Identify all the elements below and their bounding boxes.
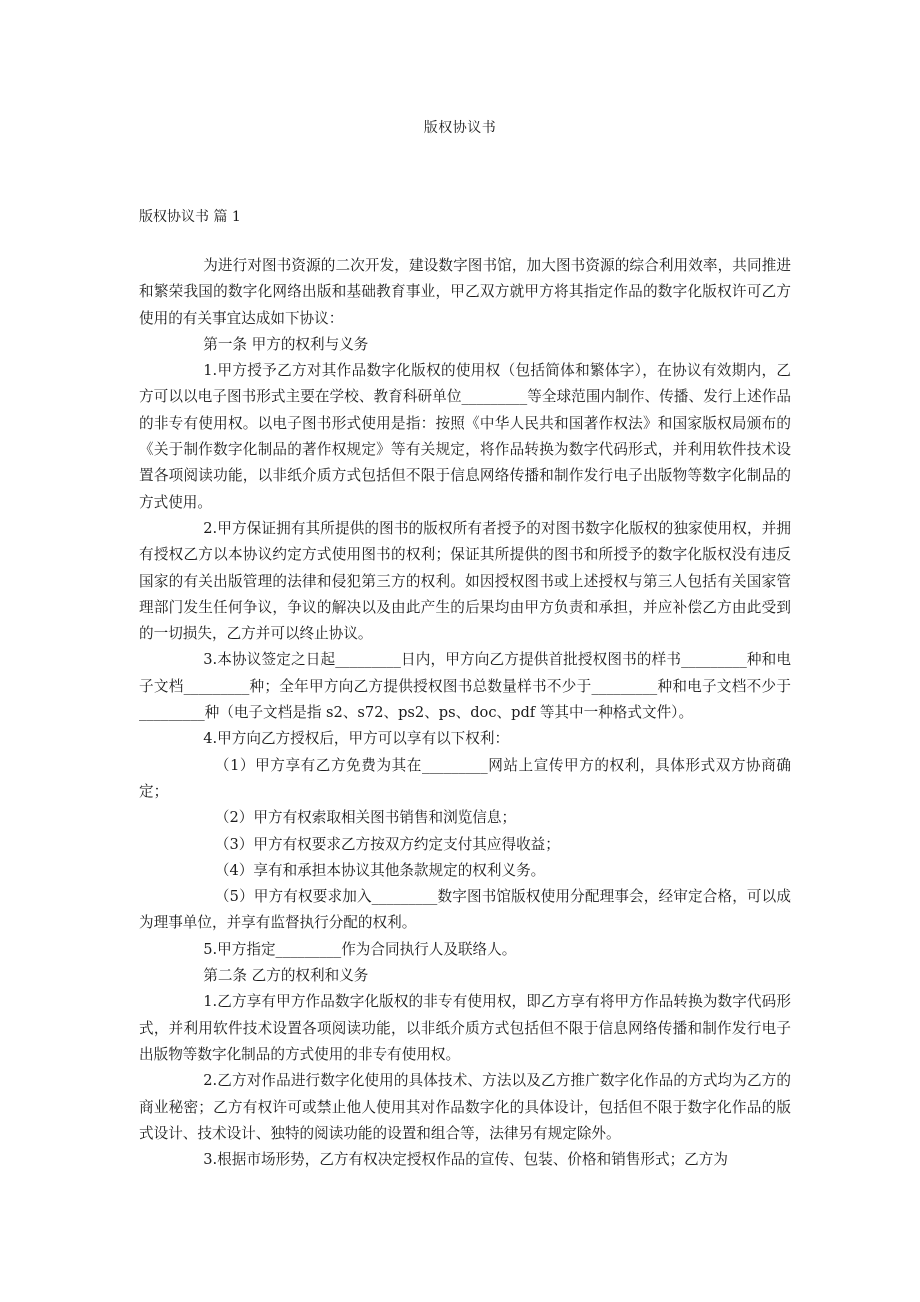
section-heading: 版权协议书 篇 1	[139, 209, 241, 225]
intro-paragraph: 为进行对图书资源的二次开发，建设数字图书馆，加大图书资源的综合利用效率，共同推进和繁荣我国的数字化网络出版和基础教育事业，甲乙双方就甲方将其指定作品的数字化版权许可乙方使用的有关事宜达成如下协议：	[139, 257, 791, 327]
document-title: 版权协议书	[423, 120, 497, 136]
sub-clause-paragraph: （4）享有和承担本协议其他条款规定的权利义务。	[214, 861, 546, 879]
article-heading: 第一条 甲方的权利与义务	[203, 335, 369, 353]
sub-clause-paragraph: （1）甲方享有乙方免费为其在_________网站上宣传甲方的权利，具体形式双方协商确定；	[139, 756, 791, 800]
clause-paragraph: 3.根据市场形势，乙方有权决定授权作品的宣传、包装、价格和销售形式；乙方为	[203, 1151, 728, 1169]
clause-paragraph: 5.甲方指定_________作为合同执行人及联络人。	[203, 940, 517, 958]
sub-clause-paragraph: （3）甲方有权要求乙方按双方约定支付其应得收益；	[214, 835, 560, 853]
article-heading: 第二条 乙方的权利和义务	[203, 967, 369, 985]
clause-paragraph: 3.本协议签定之日起_________日内，甲方向乙方提供首批授权图书的样书_________种和电子文档_________种；全年甲方向乙方提供授权图书总数量样书不少于_________种和电子文档不少于_________种（电子文档是指 s2、s72、ps2、ps、doc、pdf 等其中一种格式文件）。	[139, 651, 791, 722]
document-body	[139, 253, 791, 1173]
sub-clause-paragraph: （2）甲方有权索取相关图书销售和浏览信息；	[214, 809, 517, 827]
clause-paragraph: 2.甲方保证拥有其所提供的图书的版权所有者授予的对图书数字化版权的独家使用权，并拥有授权乙方以本协议约定方式使用图书的权利；保证其所提供的图书和所授予的数字化版权没有违反国家的有关出版管理的法律和侵犯第三方的权利。如因授权图书或上述授权与第三人包括有关国家管理部门发生任何争议，争议的解决以及由此产生的后果均由甲方负责和承担，并应补偿乙方由此受到的一切损失，乙方并可以终止协议。	[139, 519, 791, 643]
clause-paragraph: 4.甲方向乙方授权后，甲方可以享有以下权利：	[203, 730, 510, 748]
clause-paragraph: 1.甲方授予乙方对其作品数字化版权的使用权（包括简体和繁体字），在协议有效期内，乙方可以以电子图书形式主要在学校、教育科研单位_________等全球范围内制作、传播、发行上述作品的非专有使用权。以电子图书形式使用是指：按照《中华人民共和国著作权法》和国家版权局颁布的《关于制作数字化制品的著作权规定》等有关规定，将作品转换为数字代码形式，并利用软件技术设置各项阅读功能，以非纸介质方式包括但不限于信息网络传播和制作发行电子出版物等数字化制品的方式使用。	[139, 362, 791, 511]
clause-paragraph: 1.乙方享有甲方作品数字化版权的非专有使用权，即乙方享有将甲方作品转换为数字代码形式，并利用软件技术设置各项阅读功能，以非纸介质方式包括但不限于信息网络传播和制作发行电子出版物等数字化制品的方式使用的非专有使用权。	[139, 993, 791, 1063]
clause-paragraph: 2.乙方对作品进行数字化使用的具体技术、方法以及乙方推广数字化作品的方式均为乙方的商业秘密；乙方有权许可或禁止他人使用其对作品数字化的具体设计，包括但不限于数字化作品的版式设计、技术设计、独特的阅读功能的设置和组合等，法律另有规定除外。	[139, 1072, 791, 1142]
sub-clause-paragraph: （5）甲方有权要求加入_________数字图书馆版权使用分配理事会，经审定合格，可以成为理事单位，并享有监督执行分配的权利。	[139, 888, 791, 932]
